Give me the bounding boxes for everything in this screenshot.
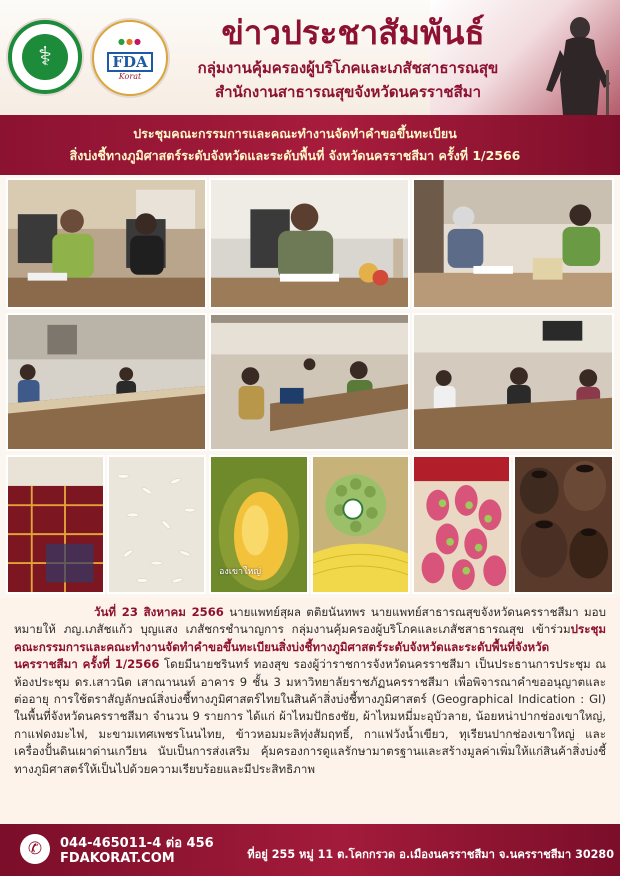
- jasmine-rice-photo: [107, 455, 206, 594]
- meeting-title-line1: ประชุมคณะกรรมการและคณะทำงานจัดทำคำขอขึ้นทะเบียน: [133, 126, 457, 141]
- meeting-photo-1: [6, 178, 207, 309]
- dan-kwian-pottery-photo: [513, 455, 614, 594]
- news-text-part1: นายแพทย์สุผล ตติยนันทพร นายแพทย์สาธารณสุขจังหวัดนครราชสีมา มอบหมายให้ ภญ.เภสัชแก้ว บุญแสง เภสัชกรชำนาญการ กลุ่มงานคุ้มครองผู้บริโภคและเภสัชสาธารณสุข เข้าร่วม: [14, 605, 606, 637]
- meeting-photo-4: [6, 313, 207, 451]
- health-office-logo: [8, 20, 82, 94]
- news-meeting-ref: ประชุมคณะกรรมการและคณะทำงานจัดทำคำขอขึ้นทะเบียนสิ่งบ่งชี้ทางภูมิศาสตร์ระดับจังหวัดและระดับพื้นที่จังหวัดนครราชสีมา ครั้งที่ 1/2566: [14, 622, 606, 672]
- news-body-text: [14, 604, 606, 778]
- custard-apple-photo: [311, 455, 410, 594]
- caduceus-icon: ⚕: [22, 34, 68, 80]
- meeting-photo-5: [209, 313, 410, 451]
- office-address: ที่อยู่ 255 หมู่ 11 ต.โคกกรวด อ.เมืองนครราชสีมา จ.นครราชสีมา 30280: [247, 848, 614, 861]
- page-title: ข่าวประชาสัมพันธ์: [221, 13, 485, 52]
- fda-logo-mark: FDA: [107, 52, 152, 72]
- contact-phone[interactable]: 044-465011-4 ต่อ 456: [60, 836, 214, 851]
- logo-decor-icon: ●●●: [118, 37, 142, 46]
- silk-fabric-photo: [6, 455, 105, 594]
- office-name: สำนักงานสาธารณสุขจังหวัดนครราชสีมา: [214, 83, 482, 101]
- durian-photo: [209, 455, 309, 594]
- website-link[interactable]: FDAKORAT.COM: [60, 851, 175, 866]
- tamarind-photo: [412, 455, 511, 594]
- meeting-photo-2: [209, 178, 410, 309]
- news-text-part2: โดยมีนายชรินทร์ ทองสุข รองผู้ว่าราชการจังหวัดนครราชสีมา เป็นประธานการประชุม ณ ห้องประชุม ดร.เสาวนิต เสาณานนท์ อาคาร 9 ชั้น 3 มหาวิทยาลัยราชภัฏนครราชสีมา เพื่อพิจารณาคำขออนุญาตและต่ออายุ การใช้ตราสัญลักษณ์สิ่งบ่งชี้ทางภูมิศาสตร์ไทยในสินค้าสิ่งบ่งชี้ทางภูมิศาสตร์ (Geographical Indication : GI) ในพื้นที่จังหวัดนครราชสีมา จำนวน 9 รายการ ได้แก่ ผ้าไหมปักธงชัย, ผ้าไหมหมี่มะอุบัวลาย, น้อยหน่าปากช่องเขาใหญ่, กาแฟดงมะไฟ, มะขามเทศเพชรโนนไทย, ข้าวหอมมะลิทุ่งสัมฤทธิ์, กาแฟวังน้ำเขียว, ทุเรียนปากช่องเขาใหญ่ และเครื่องปั้นดินเผาด่านเกวียน นับเป็นการส่งเสริม คุ้มครองการดูแลรักษามาตรฐานและสร้างมูลค่าเพิ่มให้แก่สินค้าสิ่งบ่งชี้ทางภูมิศาสตร์ให้เป็นไปด้วยความเรียบร้อยและมีประสิทธิภาพ: [14, 657, 606, 776]
- meeting-photo-6: [412, 313, 614, 451]
- meeting-photo-3: [412, 178, 614, 309]
- korat-logo-mark: Korat: [118, 72, 142, 81]
- department-name: กลุ่มงานคุ้มครองผู้บริโภคและเภสัชสาธารณสุข: [197, 59, 499, 77]
- phone-icon: ✆: [20, 834, 50, 864]
- meeting-title-line2: สิ่งบ่งชี้ทางภูมิศาสตร์ระดับจังหวัดและระดับพื้นที่ จังหวัดนครราชสีมา ครั้งที่ 1/2566: [69, 148, 521, 163]
- news-date: วันที่ 23 สิงหาคม 2566: [94, 605, 224, 619]
- durian-watermark: องเขาใหญ่: [219, 567, 262, 577]
- fda-korat-logo: [92, 20, 168, 96]
